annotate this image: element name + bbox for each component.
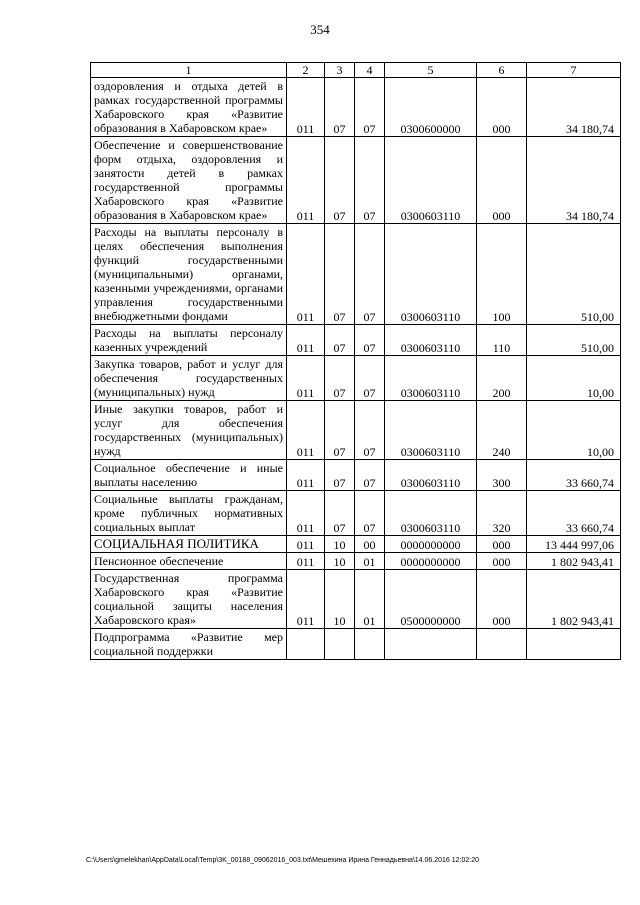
column-header: 4 xyxy=(355,63,385,78)
cell-amount: 34 180,74 xyxy=(527,137,621,224)
table-row xyxy=(91,629,621,660)
row-name: Обеспечение и совершенствование форм отдыха, оздоровления и занятости детей в рамках государственной программы Хабаровского края «Развитие образования в Хабаровском крае» xyxy=(91,137,287,224)
cell-amount xyxy=(527,629,621,660)
cell-code-2: 011 xyxy=(287,401,325,460)
cell-code-2: 011 xyxy=(287,536,325,553)
table-row xyxy=(91,536,621,553)
table-row xyxy=(91,224,621,325)
column-header: 6 xyxy=(477,63,527,78)
cell-code-6: 100 xyxy=(477,224,527,325)
cell-code-3: 07 xyxy=(325,137,355,224)
cell-code-6: 000 xyxy=(477,137,527,224)
cell-code-5: 0500000000 xyxy=(385,570,477,629)
cell-amount: 1 802 943,41 xyxy=(527,553,621,570)
cell-code-3: 07 xyxy=(325,78,355,137)
cell-code-4: 07 xyxy=(355,491,385,536)
cell-code-6: 000 xyxy=(477,78,527,137)
cell-amount: 10,00 xyxy=(527,401,621,460)
cell-code-5: 0300603110 xyxy=(385,401,477,460)
column-header: 5 xyxy=(385,63,477,78)
cell-amount: 33 660,74 xyxy=(527,460,621,491)
cell-code-5: 0000000000 xyxy=(385,553,477,570)
table-row xyxy=(91,401,621,460)
cell-code-2: 011 xyxy=(287,570,325,629)
table-row xyxy=(91,78,621,137)
cell-code-6: 200 xyxy=(477,356,527,401)
cell-code-2 xyxy=(287,629,325,660)
table-row xyxy=(91,325,621,356)
cell-code-6 xyxy=(477,629,527,660)
cell-code-2: 011 xyxy=(287,224,325,325)
cell-code-3: 07 xyxy=(325,460,355,491)
row-name: СОЦИАЛЬНАЯ ПОЛИТИКА xyxy=(91,536,287,553)
cell-code-3: 10 xyxy=(325,536,355,553)
cell-code-2: 011 xyxy=(287,460,325,491)
cell-code-4: 00 xyxy=(355,536,385,553)
cell-code-5: 0300603110 xyxy=(385,325,477,356)
cell-code-4: 07 xyxy=(355,460,385,491)
row-name: Пенсионное обеспечение xyxy=(91,553,287,570)
cell-code-3: 07 xyxy=(325,325,355,356)
cell-code-2: 011 xyxy=(287,137,325,224)
cell-code-5: 0300600000 xyxy=(385,78,477,137)
cell-code-4 xyxy=(355,629,385,660)
cell-code-5: 0300603110 xyxy=(385,224,477,325)
cell-amount: 34 180,74 xyxy=(527,78,621,137)
row-name: Государственная программа Хабаровского края «Развитие социальной защиты населения Хабаровского края» xyxy=(91,570,287,629)
cell-code-5: 0300603110 xyxy=(385,460,477,491)
row-name: Подпрограмма «Развитие мер социальной поддержки xyxy=(91,629,287,660)
cell-code-2: 011 xyxy=(287,356,325,401)
cell-amount: 1 802 943,41 xyxy=(527,570,621,629)
cell-code-2: 011 xyxy=(287,325,325,356)
column-header: 3 xyxy=(325,63,355,78)
cell-code-4: 07 xyxy=(355,401,385,460)
cell-amount: 510,00 xyxy=(527,325,621,356)
row-name: Социальные выплаты гражданам, кроме публичных нормативных социальных выплат xyxy=(91,491,287,536)
row-name: Закупка товаров, работ и услуг для обеспечения государственных (муниципальных) нужд xyxy=(91,356,287,401)
row-name: оздоровления и отдыха детей в рамках государственной программы Хабаровского края «Развитие образования в Хабаровском крае» xyxy=(91,78,287,137)
cell-code-3 xyxy=(325,629,355,660)
cell-amount: 13 444 997,06 xyxy=(527,536,621,553)
cell-code-3: 07 xyxy=(325,224,355,325)
cell-code-3: 07 xyxy=(325,356,355,401)
cell-code-5: 0300603110 xyxy=(385,356,477,401)
cell-code-4: 07 xyxy=(355,356,385,401)
cell-code-4: 07 xyxy=(355,325,385,356)
cell-code-3: 07 xyxy=(325,491,355,536)
cell-code-5 xyxy=(385,629,477,660)
cell-code-4: 07 xyxy=(355,78,385,137)
cell-code-6: 000 xyxy=(477,536,527,553)
cell-code-4: 01 xyxy=(355,553,385,570)
cell-code-6: 110 xyxy=(477,325,527,356)
table-row xyxy=(91,570,621,629)
cell-code-5: 0000000000 xyxy=(385,536,477,553)
cell-code-2: 011 xyxy=(287,553,325,570)
table-row xyxy=(91,460,621,491)
cell-code-2: 011 xyxy=(287,491,325,536)
cell-code-3: 07 xyxy=(325,401,355,460)
cell-code-4: 01 xyxy=(355,570,385,629)
column-header: 7 xyxy=(527,63,621,78)
cell-code-2: 011 xyxy=(287,78,325,137)
row-name: Социальное обеспечение и иные выплаты населению xyxy=(91,460,287,491)
table-row xyxy=(91,491,621,536)
table-row xyxy=(91,137,621,224)
column-header: 2 xyxy=(287,63,325,78)
table-row xyxy=(91,553,621,570)
page-number: 354 xyxy=(310,22,330,37)
cell-code-5: 0300603110 xyxy=(385,491,477,536)
budget-table xyxy=(90,62,621,660)
cell-code-4: 07 xyxy=(355,224,385,325)
cell-code-6: 240 xyxy=(477,401,527,460)
row-name: Расходы на выплаты персоналу в целях обеспечения выполнения функций государственными (муниципальными) органами, казенными учреждениями, органами управления государственными внебюджетными фондами xyxy=(91,224,287,325)
footer-file-path: C:\Users\gmelekhan\AppData\Local\Temp\3K_00188_09062016_003.txt\Мешехина Ирина Геннадьевна\14.06.2016 12:02:20 xyxy=(86,857,480,864)
row-name: Иные закупки товаров, работ и услуг для обеспечения государственных (муниципальных) нужд xyxy=(91,401,287,460)
cell-amount: 33 660,74 xyxy=(527,491,621,536)
table-header-row xyxy=(91,63,621,78)
cell-amount: 10,00 xyxy=(527,356,621,401)
cell-code-4: 07 xyxy=(355,137,385,224)
cell-code-6: 320 xyxy=(477,491,527,536)
cell-code-3: 10 xyxy=(325,553,355,570)
cell-code-5: 0300603110 xyxy=(385,137,477,224)
cell-code-6: 300 xyxy=(477,460,527,491)
column-header: 1 xyxy=(91,63,287,78)
row-name: Расходы на выплаты персоналу казенных учреждений xyxy=(91,325,287,356)
cell-code-6: 000 xyxy=(477,570,527,629)
cell-code-3: 10 xyxy=(325,570,355,629)
cell-code-6: 000 xyxy=(477,553,527,570)
table-row xyxy=(91,356,621,401)
cell-amount: 510,00 xyxy=(527,224,621,325)
